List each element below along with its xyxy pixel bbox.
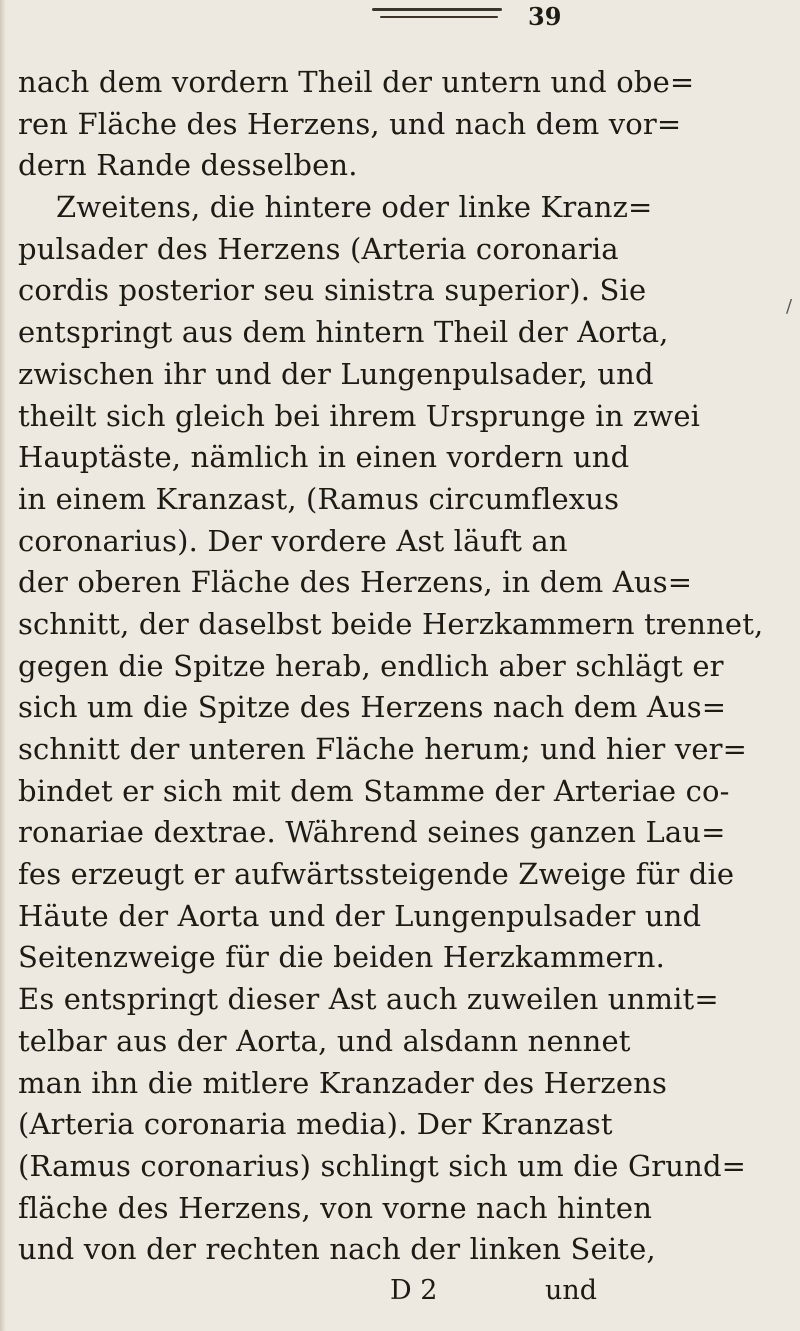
text-line: (Ramus coronarius) schlingt sich um die Grund= — [18, 1148, 747, 1183]
text-line: pulsader des Herzens (Arteria coronaria — [18, 231, 619, 266]
text-line: schnitt der unteren Fläche herum; und hier ver= — [18, 732, 748, 766]
text-line: Es entspringt dieser Ast auch zuweilen unmit= — [18, 982, 719, 1017]
text-line: fes erzeugt er aufwärtssteigende Zweige für die — [18, 857, 735, 892]
text-line: ronariae dextrae. Während seines ganzen Lau= — [18, 815, 726, 850]
text-line: in einem Kranzast, (Ramus circumflexus — [18, 481, 620, 516]
text-line: theilt sich gleich bei ihrem Ursprunge in zwei — [18, 398, 701, 433]
page-number: 39 — [528, 2, 562, 31]
text-line: zwischen ihr und der Lungenpulsader, und — [18, 356, 654, 391]
text-line: coronarius). Der vordere Ast läuft an — [18, 523, 568, 558]
text-line: und von der rechten nach der linken Seite, — [18, 1232, 656, 1267]
body-text — [18, 62, 788, 1271]
text-line: schnitt, der daselbst beide Herzkammern trennet, — [18, 606, 764, 641]
text-line: bindet er sich mit dem Stamme der Arteriae co- — [18, 773, 730, 808]
top-rule — [372, 8, 502, 11]
text-line: gegen die Spitze herab, endlich aber schlägt er — [18, 648, 724, 683]
text-line: entspringt aus dem hintern Theil der Aorta, — [18, 315, 669, 350]
text-line: telbar aus der Aorta, und alsdann nennet — [18, 1023, 631, 1058]
margin-mark: / — [786, 296, 793, 317]
signature-mark: D 2 — [390, 1275, 438, 1306]
text-line: dern Rande desselben. — [18, 148, 358, 183]
text-line: Zweitens, die hintere oder linke Kranz= — [56, 190, 653, 225]
page-edge-shadow — [0, 0, 6, 1331]
text-line: cordis posterior seu sinistra superior). Sie — [18, 273, 647, 308]
text-line: sich um die Spitze des Herzens nach dem Aus= — [18, 690, 727, 725]
text-line: der oberen Fläche des Herzens, in dem Aus= — [18, 565, 693, 600]
text-line: fläche des Herzens, von vorne nach hinten — [18, 1190, 653, 1225]
text-line: nach dem vordern Theil der untern und obe= — [18, 65, 695, 99]
text-line: man ihn die mitlere Kranzader des Herzens — [18, 1065, 668, 1100]
text-line: Seitenzweige für die beiden Herzkammern. — [18, 940, 665, 975]
text-line: Hauptäste, nämlich in einen vordern und — [18, 440, 630, 475]
top-rule-second — [380, 16, 498, 18]
text-line: ren Fläche des Herzens, und nach dem vor= — [18, 106, 682, 141]
text-line: Häute der Aorta und der Lungenpulsader und — [18, 898, 702, 933]
text-line: (Arteria coronaria media). Der Kranzast — [18, 1107, 613, 1142]
catchword: und — [545, 1275, 598, 1306]
